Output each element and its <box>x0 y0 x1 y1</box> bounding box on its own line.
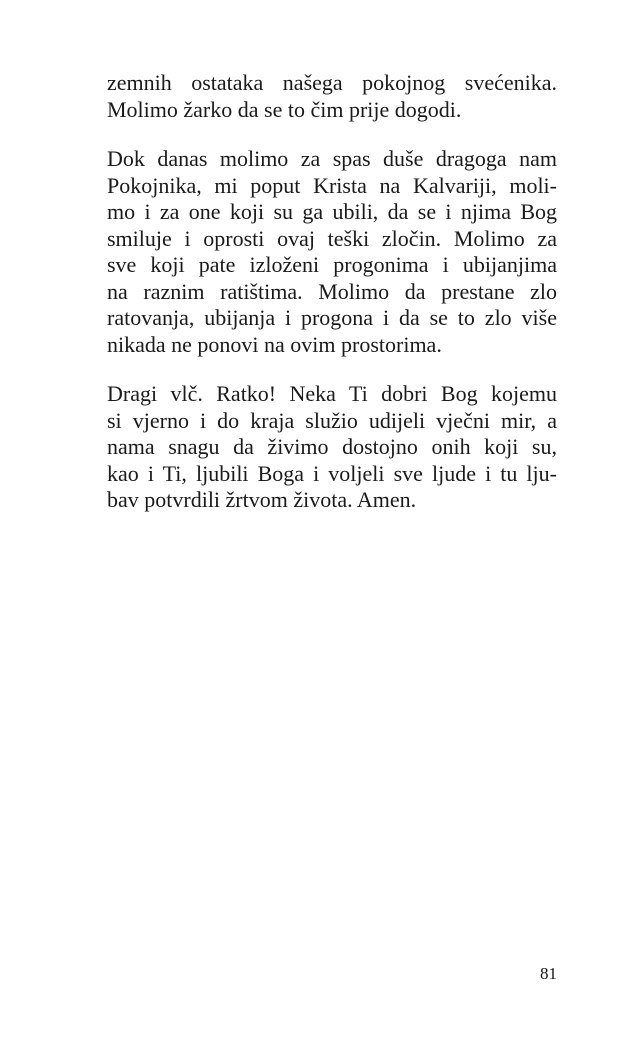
text-line: zemnih ostataka našega pokojnog svećenika. <box>107 70 557 95</box>
text-line: sve koji pate izloženi progonima i ubijanjima <box>107 252 557 277</box>
text-line: Pokojnika, mi poput Krista na Kalvariji, moli- <box>107 172 557 198</box>
paragraph-3 <box>107 381 557 514</box>
text-line: kao i Ti, ljubili Boga i voljeli sve ljude i tu lju- <box>107 460 557 486</box>
text-line: Dragi vlč. Ratko! Neka Ti dobri Bog kojemu <box>107 381 557 406</box>
text-line: si vjerno i do kraja služio udijeli vječni mir, a <box>107 407 557 433</box>
text-line: bav potvrdili žrtvom života. Amen. <box>107 487 417 512</box>
text-line: Dok danas molimo za spas duše dragoga nam <box>107 146 557 171</box>
text-line: na raznim ratištima. Molimo da prestane zlo <box>107 278 557 304</box>
text-line: nama snagu da živimo dostojno onih koji su, <box>107 434 557 459</box>
page-number: 81 <box>540 964 557 983</box>
paragraph-1 <box>107 70 557 123</box>
page-body <box>107 70 557 514</box>
text-line: nikada ne ponovi na ovim prostorima. <box>107 331 442 357</box>
text-line: mo i za one koji su ga ubili, da se i njima Bog <box>107 199 557 224</box>
text-line: smiluje i oprosti ovaj teški zločin. Molimo za <box>107 225 557 251</box>
text-line: Molimo žarko da se to čim prije dogodi. <box>107 96 462 122</box>
paragraph-2 <box>107 146 557 358</box>
text-line: ratovanja, ubijanja i progona i da se to zlo više <box>107 305 557 330</box>
